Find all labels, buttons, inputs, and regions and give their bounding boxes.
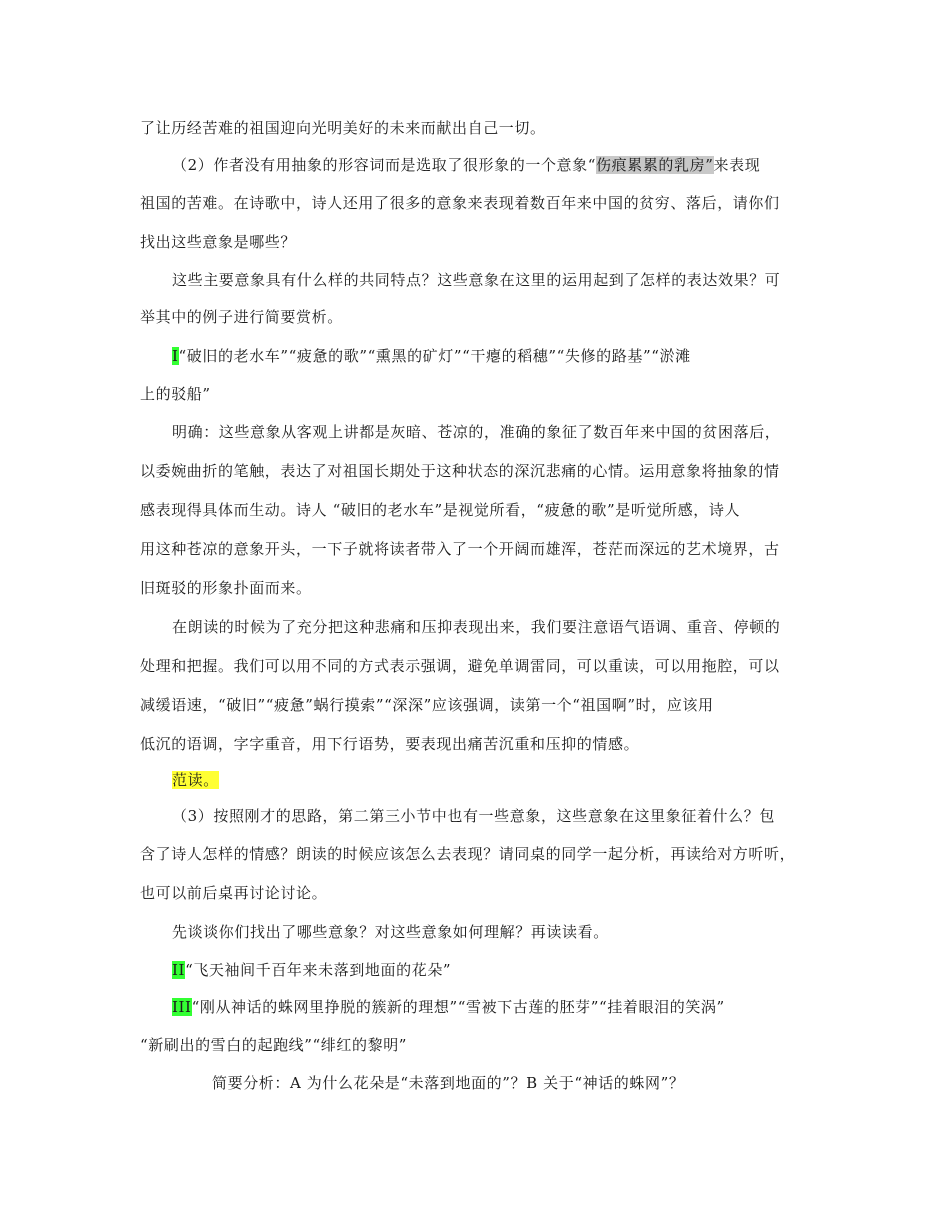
paragraph-line: 了让历经苦难的祖国迎向光明美好的未来而献出自己一切。 bbox=[140, 119, 546, 137]
paragraph-line: 也可以前后桌再讨论讨论。 bbox=[140, 884, 328, 902]
marker-label: I bbox=[172, 347, 179, 365]
paragraph-line: III“刚从神话的蛛网里挣脱的簇新的理想”“雪被下古莲的胚芽”“挂着眼泪的笑涡” bbox=[172, 998, 725, 1016]
paragraph-line: 低沉的语调，字字重音，用下行语势，要表现出痛苦沉重和压抑的情感。 bbox=[140, 735, 640, 753]
paragraph-line: 含了诗人怎样的情感？朗读的时候应该怎么去表现？请同桌的同学一起分析，再读给对方听听， bbox=[140, 845, 796, 863]
paragraph-line bbox=[172, 770, 219, 790]
paragraph-line: （2）作者没有用抽象的形容词而是选取了很形象的一个意象“伤痕累累的乳房”来表现 bbox=[172, 156, 761, 174]
paragraph-line: I“破旧的老水车”“疲惫的歌”“熏黑的矿灯”“干瘪的稻穗”“失修的路基”“淤滩 bbox=[172, 347, 691, 365]
paragraph-line: 先谈谈你们找出了哪些意象？对这些意象如何理解？再读读看。 bbox=[172, 923, 609, 941]
paragraph-line: 找出这些意象是哪些？ bbox=[140, 233, 297, 251]
marker-label: II bbox=[172, 961, 186, 979]
paragraph-line: 举其中的例子进行简要赏析。 bbox=[140, 308, 343, 326]
marker-label: III bbox=[172, 998, 192, 1016]
paragraph-line: 减缓语速，“破旧”“疲惫”蜗行摸索”“深深”应该强调，读第一个“祖国啊”时，应该用 bbox=[140, 696, 714, 714]
paragraph-line: II“飞天袖间千百年来未落到地面的花朵” bbox=[172, 961, 452, 979]
paragraph-line: 感表现得具体而生动。诗人 “破旧的老水车”是视觉所看，“疲惫的歌”是听觉所感，诗人 bbox=[140, 501, 741, 519]
paragraph-line: “新刷出的雪白的起跑线”“绯红的黎明” bbox=[140, 1036, 408, 1054]
paragraph-line: 祖国的苦难。在诗歌中，诗人还用了很多的意象来表现着数百年来中国的贫穷、落后，请你们 bbox=[140, 194, 780, 212]
paragraph-line: 这些主要意象具有什么样的共同特点？这些意象在这里的运用起到了怎样的表达效果？可 bbox=[172, 271, 781, 289]
paragraph-line: 上的驳船” bbox=[140, 385, 211, 403]
paragraph-line: （3）按照刚才的思路，第二第三小节中也有一些意象，这些意象在这里象征着什么？包 bbox=[172, 807, 775, 825]
paragraph-line: 明确：这些意象从客观上讲都是灰暗、苍凉的，准确的象征了数百年来中国的贫困落后， bbox=[172, 423, 781, 441]
paragraph-line: 简要分析：A 为什么花朵是“未落到地面的”？B 关于“神话的蛛网”？ bbox=[212, 1074, 685, 1092]
paragraph-line: 处理和把握。我们可以用不同的方式表示强调，避免单调雷同，可以重读，可以用拖腔，可以 bbox=[140, 657, 780, 675]
paragraph-line: 以委婉曲折的笔触，表达了对祖国长期处于这种状态的深沉悲痛的心情。运用意象将抽象的情 bbox=[140, 462, 780, 480]
highlighted-image-phrase: 伤痕累累的乳房” bbox=[596, 156, 714, 174]
paragraph-line: 在朗读的时候为了充分把这种悲痛和压抑表现出来，我们要注意语气语调、重音、停顿的 bbox=[172, 618, 781, 636]
paragraph-line: 旧斑驳的形象扑面而来。 bbox=[140, 579, 312, 597]
paragraph-line: 用这种苍凉的意象开头，一下子就将读者带入了一个开阔而雄浑，苍茫而深远的艺术境界，古 bbox=[140, 540, 780, 558]
highlighted-model-reading: 范读。 bbox=[172, 771, 219, 789]
